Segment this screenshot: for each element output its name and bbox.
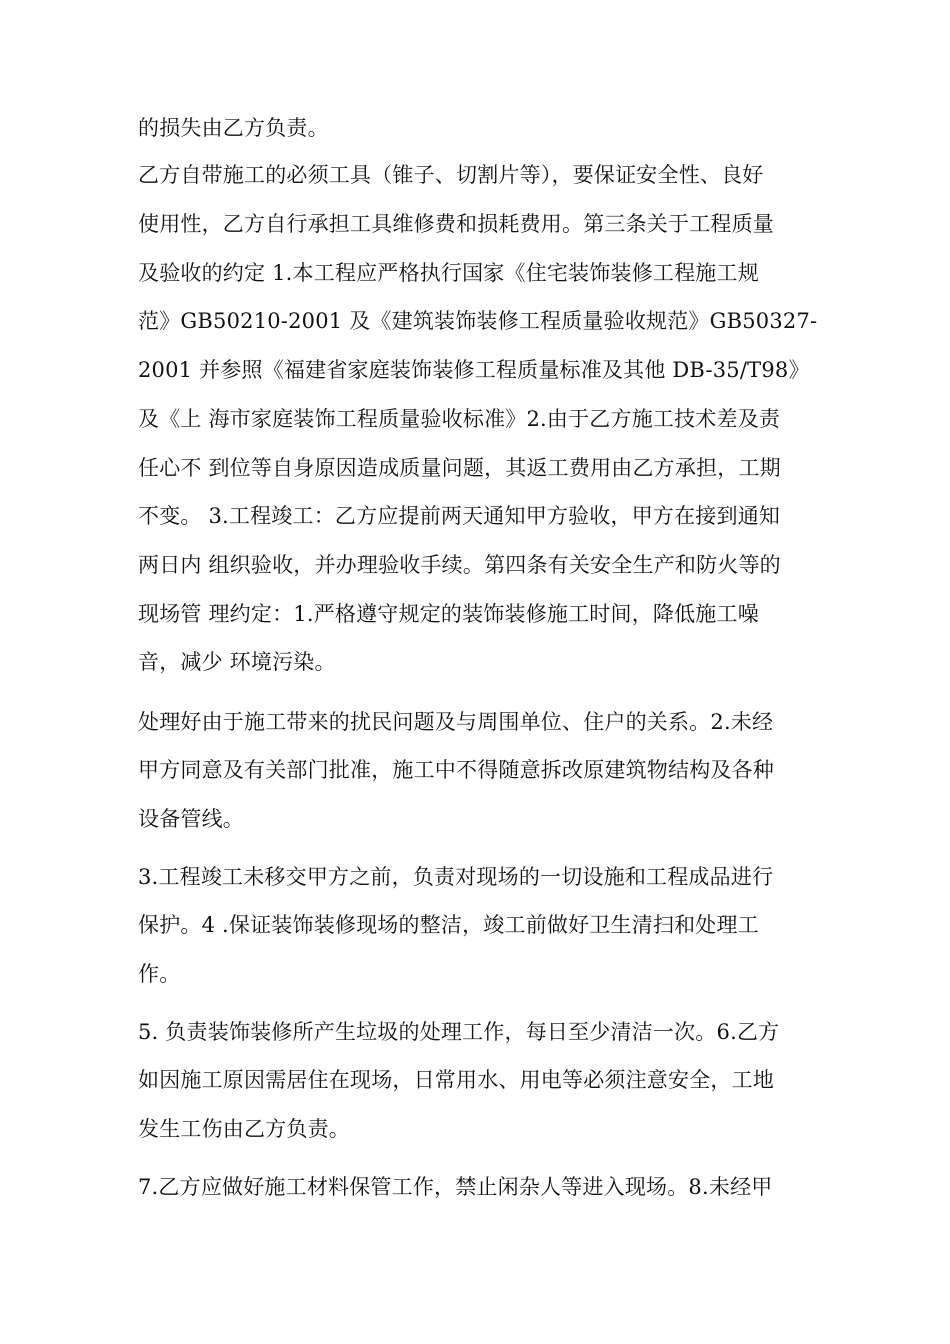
text-line: 发生工伤由乙方负责。 [138,1117,350,1141]
text-line: 如因施工原因需居住在现场，日常用水、用电等必须注意安全，工地 [138,1068,774,1092]
text-line: 甲方同意及有关部门批准，施工中不得随意拆改原建筑物结构及各种 [138,758,774,782]
text-line: 乙方自带施工的必须工具（锥子、切割片等），要保证安全性、良好 [138,163,764,187]
text-line: 范》GB50210-2001 及《建筑装饰装修工程质量验收规范》GB50327- [138,309,818,333]
text-line: 及验收的约定 1.本工程应严格执行国家《住宅装饰装修工程施工规 [138,261,759,285]
text-line: 设备管线。 [138,807,244,831]
text-line: 3.工程竣工未移交甲方之前，负责对现场的一切设施和工程成品进行 [138,865,774,889]
text-line: 处理好由于施工带来的扰民问题及与周围单位、住户的关系。2.未经 [138,710,774,734]
text-line: 保护。4 .保证装饰装修现场的整洁，竣工前做好卫生清扫和处理工 [138,913,759,937]
text-line: 作。 [138,962,181,986]
text-line: 5. 负责装饰装修所产生垃圾的处理工作，每日至少清洁一次。6.乙方 [138,1020,780,1044]
text-line: 不变。 3.工程竣工：乙方应提前两天通知甲方验收，甲方在接到通知 [138,504,781,528]
text-line: 及《上 海市家庭装饰工程质量验收标准》2.由于乙方施工技术差及责 [138,407,781,431]
text-line: 现场管 理约定：1.严格遵守规定的装饰装修施工时间，降低施工噪 [138,602,759,626]
text-line: 7.乙方应做好施工材料保管工作，禁止闲杂人等进入现场。8.未经甲 [138,1175,773,1199]
text-line: 任心不 到位等自身原因造成质量问题，其返工费用由乙方承担，工期 [138,456,781,480]
text-line: 使用性，乙方自行承担工具维修费和损耗费用。第三条关于工程质量 [138,212,774,236]
text-line: 两日内 组织验收，并办理验收手续。第四条有关安全生产和防火等的 [138,553,781,577]
text-line: 的损失由乙方负责。 [138,116,329,140]
text-line: 2001 并参照《福建省家庭装饰装修工程质量标准及其他 DB-35/T98》 [138,358,810,382]
text-line: 音，减少 环境污染。 [138,650,336,674]
